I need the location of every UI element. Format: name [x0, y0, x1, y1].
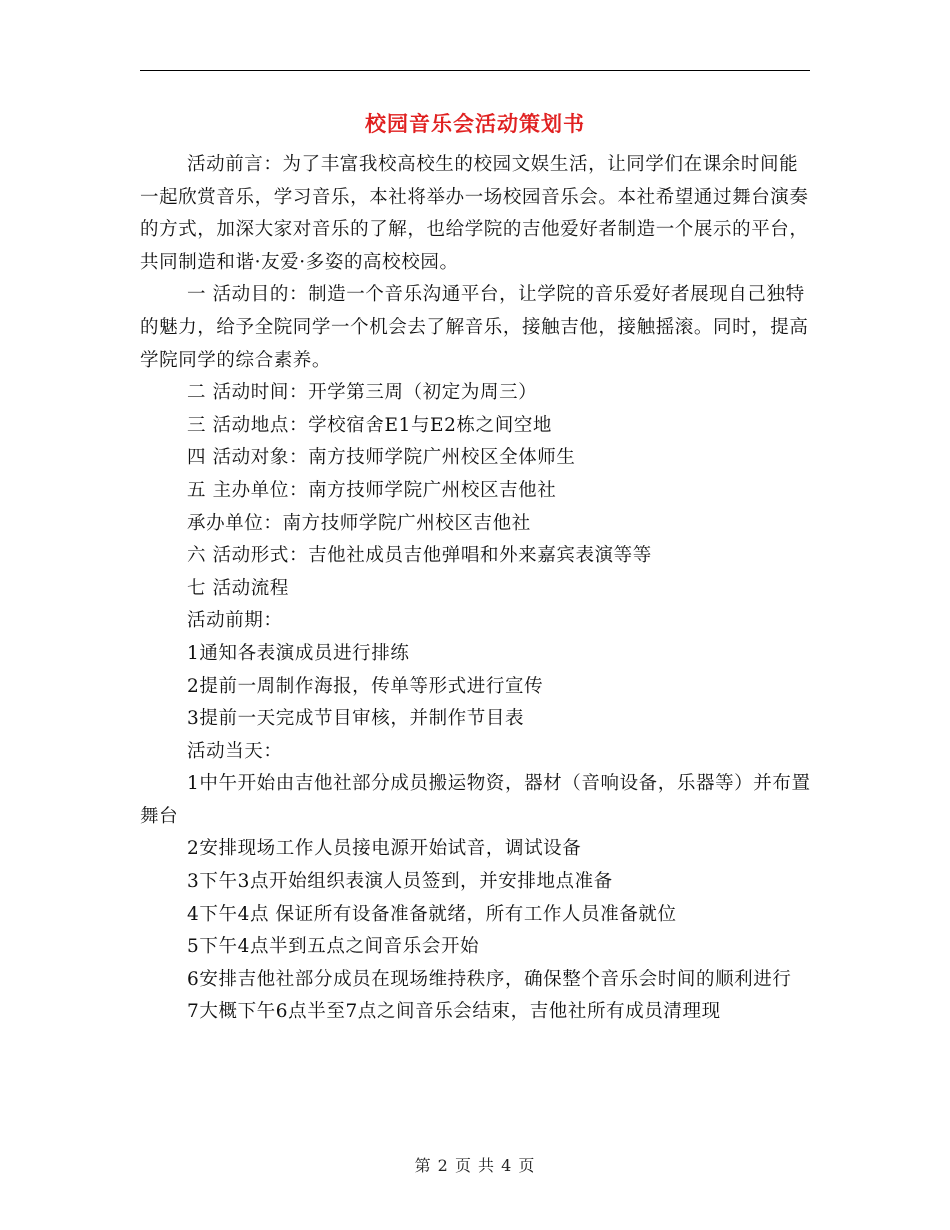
document-body	[140, 149, 815, 1029]
list-item: 1中午开始由吉他社部分成员搬运物资，器材（音响设备，乐器等）并布置舞台	[140, 773, 811, 827]
list-item: 1通知各表演成员进行排练	[187, 642, 410, 664]
paragraph-organizer: 五 主办单位：南方技师学院广州校区吉他社	[187, 479, 557, 501]
paragraph-time: 二 活动时间：开学第三周（初定为周三）	[187, 382, 538, 404]
paragraph-preface: 活动前言：为了丰富我校高校生的校园文娱生活，让同学们在课余时间能一起欣赏音乐，学习音乐，本社将举办一场校园音乐会。本社希望通过舞台演奏的方式，加深大家对音乐的了解，也给学院的吉他爱好者制造一个展示的平台，共同制造和谐·友爱·多姿的高校校园。	[140, 154, 809, 273]
paragraph-co-organizer: 承办单位：南方技师学院广州校区吉他社	[187, 512, 531, 534]
list-item: 6安排吉他社部分成员在现场维持秩序，确保整个音乐会时间的顺利进行	[187, 968, 792, 990]
list-item: 2提前一周制作海报，传单等形式进行宣传	[187, 675, 544, 697]
list-item: 2安排现场工作人员接电源开始试音，调试设备	[187, 838, 582, 860]
list-item: 3提前一天完成节目审核，并制作节目表	[187, 708, 525, 730]
paragraph-pre-event-heading: 活动前期：	[187, 610, 283, 632]
paragraph-audience: 四 活动对象：南方技师学院广州校区全体师生	[187, 447, 576, 469]
paragraph-process-heading: 七 活动流程	[187, 577, 289, 599]
header-rule	[140, 70, 810, 71]
paragraph-event-day-heading: 活动当天：	[187, 740, 283, 762]
document-title: 校园音乐会活动策划书	[365, 111, 585, 136]
paragraph-format: 六 活动形式：吉他社成员吉他弹唱和外来嘉宾表演等等	[187, 545, 652, 567]
paragraph-purpose: 一 活动目的：制造一个音乐沟通平台，让学院的音乐爱好者展现自己独特的魅力，给予全院同学一个机会去了解音乐，接触吉他，接触摇滚。同时，提高学院同学的综合素养。	[140, 284, 809, 371]
list-item: 5下午4点半到五点之间音乐会开始	[187, 936, 480, 958]
list-item: 7大概下午6点半至7点之间音乐会结束，吉他社所有成员清理现	[187, 1001, 721, 1023]
list-item: 3下午3点开始组织表演人员签到，并安排地点准备	[187, 871, 613, 893]
list-item: 4下午4点 保证所有设备准备就绪，所有工作人员准备就位	[187, 903, 677, 925]
paragraph-location: 三 活动地点：学校宿舍E1与E2栋之间空地	[187, 414, 553, 436]
page-number: 第 2 页 共 4 页	[414, 1156, 536, 1175]
